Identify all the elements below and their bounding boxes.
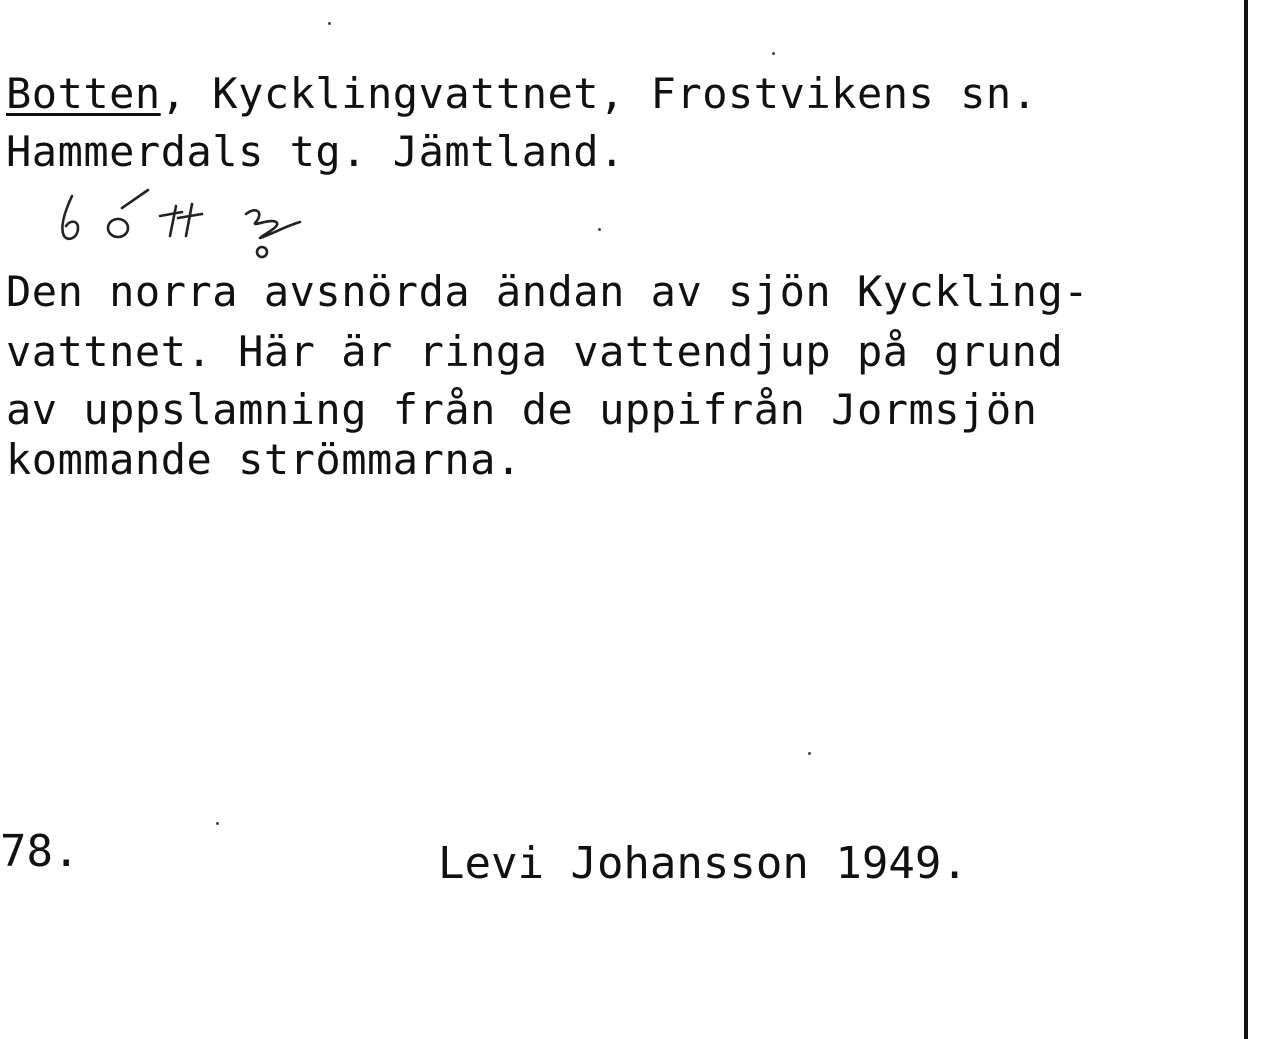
headword: Botten [6, 69, 161, 118]
body-line-3: av uppslamning från de uppifrån Jormsjön [6, 385, 1038, 434]
body-line-4: kommande strömmarna. [6, 435, 522, 484]
scan-speck [328, 22, 331, 25]
scan-speck [808, 752, 811, 755]
scan-speck [216, 822, 219, 825]
card-edge-line [1244, 0, 1248, 1039]
pronunciation-handwriting [50, 168, 350, 268]
body-line-1: Den norra avsnörda ändan av sjön Kyckling- [6, 267, 1090, 316]
scan-speck [598, 228, 601, 231]
header-place: , Kycklingvattnet, Frostvikens sn. [160, 69, 1038, 118]
header-line-2: Hammerdals tg. Jämtland. [6, 127, 625, 176]
card-number: 78. [0, 826, 80, 877]
handwritten-pronunciation [50, 168, 350, 268]
scan-speck [772, 52, 775, 55]
body-line-2: vattnet. Här är ringa vattendjup på grund [6, 327, 1064, 376]
header-line-1 [6, 70, 1037, 118]
author-signature: Levi Johansson 1949. [438, 838, 968, 889]
